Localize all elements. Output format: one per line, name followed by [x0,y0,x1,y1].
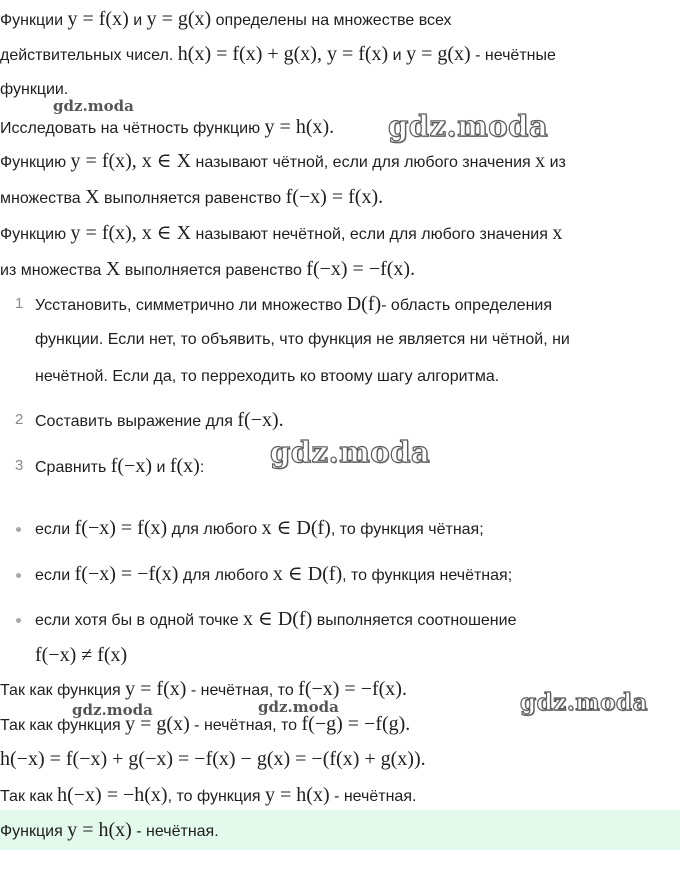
math: x ∈ D(f) [272,563,343,585]
math: y = g(x) [125,713,190,735]
step-1-line-3: нечётной. Если да, то перреходить ко втоому шагу алгоритма. [35,368,500,385]
text: Функции [0,12,68,29]
math: X [85,186,100,208]
text: Составить выражение для [35,413,238,430]
math: h(−x) = f(−x) + g(−x) = −f(x) − g(x) = −(f(x) + g(x)). [0,748,426,770]
math: X [105,258,121,280]
step-2 [35,409,284,433]
bullet-marker [16,618,21,623]
math: y = g(x) [406,43,471,65]
math: y = f(x), x ∈ X [70,222,192,244]
watermark-logo: gdz.moda [72,701,153,719]
watermark-logo: gdz.moda [520,689,648,716]
bullet-neither-line-1 [35,608,516,632]
solution-line-1 [0,678,407,702]
text: - область определения [381,297,552,314]
intro-line-2 [0,43,556,67]
step-number: 2 [15,411,24,428]
bullet-marker [16,527,21,532]
text: , то функция чётная; [330,521,484,538]
math: f(−x) = −f(x) [74,563,179,585]
math: x [552,222,563,244]
step-number: 1 [15,295,24,312]
math: x ∈ D(f) [261,517,331,539]
text: для любого [167,521,262,538]
text: Сравнить [35,459,111,476]
text: Функция [0,823,68,840]
text: Функцию [0,154,71,171]
watermark-logo: gdz.moda [258,698,339,716]
odd-def-line-2 [0,258,415,282]
math: y = f(x), x ∈ X [70,150,192,172]
answer-line [0,819,219,843]
text: действительных чисел. [0,47,178,64]
math: y = f(x) [67,8,129,30]
math: D(f) [346,293,382,315]
even-def-line-2 [0,186,383,210]
text: - нечётные [470,47,556,64]
step-1-line-1 [35,293,552,317]
step-1-line-2: функции. Если нет, то объявить, что функция не является ни чётной, ни [35,331,570,348]
text: , то функция [167,788,265,805]
math: y = f(x) [125,678,187,700]
text: - нечётная, то [186,682,299,699]
text: - нечётная. [131,823,219,840]
text: выполняется равенство [120,262,307,279]
even-def-line-1 [0,150,566,174]
solution-line-3 [0,748,426,772]
text: определены на множестве всех [211,12,452,29]
text: выполняется равенство [99,190,286,207]
bullet-neither-line-2 [35,644,127,668]
math: f(−x) [110,455,152,477]
text: Исследовать на чётность функцию [0,120,265,137]
math: f(−x) ≠ f(x) [35,644,128,666]
text: - нечётная, то [189,717,302,734]
math: x ∈ D(f) [243,608,313,630]
text: и [152,459,170,476]
bullet-marker [16,573,21,578]
watermark-logo: gdz.moda [270,435,431,469]
text: называют чётной, если для любого значения [191,154,536,171]
text: , то функция нечётная; [342,567,513,584]
step-3 [35,455,204,479]
math: f(−x) = −f(x). [306,258,416,280]
text: если хотя бы в одной точке [35,612,244,629]
text: : [199,459,205,476]
math: y = h(x) [67,819,132,841]
math: f(−x) = −f(x). [298,678,407,700]
math: y = h(x) [265,784,330,806]
math: f(−x) = f(x). [285,186,384,208]
math: h(−x) = −h(x) [57,784,168,806]
step-number: 3 [15,457,24,474]
text: Так как функция [0,682,126,699]
text: для любого [178,567,273,584]
text: Так как [0,788,58,805]
math: y = h(x). [264,116,335,138]
text: называют нечётной, если для любого значения [191,226,553,243]
intro-line-1 [0,8,452,32]
text: Функцию [0,226,71,243]
math: y = g(x) [146,8,212,30]
solution-line-2 [0,713,410,737]
text: функции. [0,81,69,98]
watermark-logo: gdz.moda [53,97,134,115]
text: если [35,567,75,584]
text: - нечётная. [329,788,417,805]
math: f(x) [169,455,200,477]
math: f(−x) = f(x) [74,517,168,539]
text: из множества [0,262,106,279]
text: выполняется соотношение [312,612,517,629]
odd-def-line-1 [0,222,562,246]
text: если [35,521,75,538]
math: f(−g) = −f(g). [301,713,411,735]
math: h(x) = f(x) + g(x), y = f(x) [177,43,389,65]
text: из [545,154,566,171]
text: Усстановить, симметрично ли множество [35,297,347,314]
math: x [535,150,546,172]
text: и [128,12,147,29]
solution-line-4 [0,784,416,808]
text: Так как функция [0,717,126,734]
bullet-even [35,517,484,541]
watermark-logo: gdz.moda [388,109,549,143]
bullet-odd [35,563,512,587]
text: множества [0,190,86,207]
text: и [388,47,407,64]
task-line [0,116,334,140]
math: f(−x). [237,409,284,431]
